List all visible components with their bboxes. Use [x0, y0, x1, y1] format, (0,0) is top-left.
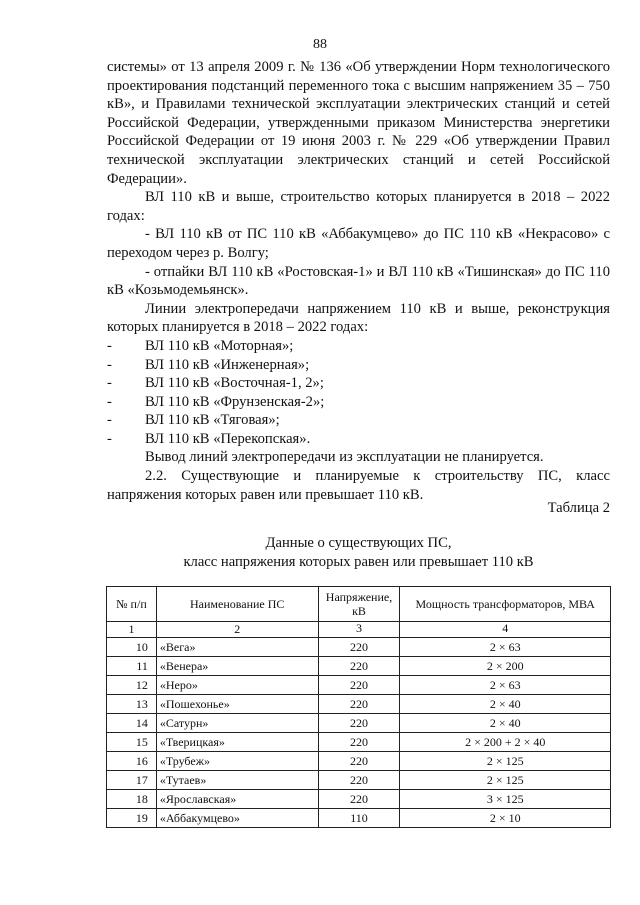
- paragraph-reconstruction: Линии электропередачи напряжением 110 кВ и выше, реконструкция которых планируется в 2018 – 2022 годах:: [107, 300, 610, 336]
- bullet-text: ВЛ 110 кВ «Фрунзенская-2»;: [145, 393, 325, 410]
- bullet-dash: -: [107, 375, 112, 392]
- column-number: 2: [156, 622, 318, 638]
- column-number: 1: [107, 622, 157, 638]
- cell-voltage: 220: [318, 714, 400, 733]
- cell-name: «Тверицкая»: [156, 733, 318, 752]
- cell-name: «Сатурн»: [156, 714, 318, 733]
- table-caption-line: класс напряжения которых равен или превышает 110 кВ: [183, 554, 534, 570]
- table-caption-line: Данные о существующих ПС,: [265, 535, 452, 551]
- column-number: 4: [400, 622, 611, 638]
- cell-power: 2 × 63: [400, 638, 611, 657]
- bullet-dash: -: [107, 356, 112, 373]
- body-text: [107, 58, 610, 504]
- cell-voltage: 110: [318, 809, 400, 828]
- bullet-item: [107, 430, 610, 449]
- bullet-dash: -: [107, 337, 112, 354]
- table-row: [107, 809, 611, 828]
- bullet-text: ВЛ 110 кВ «Моторная»;: [145, 337, 294, 354]
- header-name: Наименование ПС: [156, 587, 318, 622]
- cell-name: «Вега»: [156, 638, 318, 657]
- cell-name: «Ярославская»: [156, 790, 318, 809]
- cell-number: 18: [107, 790, 157, 809]
- column-numbers-row: [107, 622, 611, 638]
- cell-power: 2 × 200 + 2 × 40: [400, 733, 611, 752]
- page-number: 88: [313, 37, 327, 52]
- cell-power: 2 × 125: [400, 752, 611, 771]
- cell-number: 13: [107, 695, 157, 714]
- cell-voltage: 220: [318, 733, 400, 752]
- paragraph-new-line-1: - ВЛ 110 кВ от ПС 110 кВ «Аббакумцево» до ПС 110 кВ «Некрасово» с переходом через р. Волгу;: [107, 226, 610, 261]
- table-row: [107, 714, 611, 733]
- bullet-item: [107, 356, 610, 375]
- bullet-dash: -: [107, 430, 112, 447]
- table-row: [107, 638, 611, 657]
- cell-number: 19: [107, 809, 157, 828]
- cell-voltage: 220: [318, 676, 400, 695]
- bullet-item: [107, 393, 610, 412]
- cell-power: 2 × 40: [400, 695, 611, 714]
- table-row: [107, 733, 611, 752]
- cell-name: «Неро»: [156, 676, 318, 695]
- cell-number: 14: [107, 714, 157, 733]
- cell-name: «Аббакумцево»: [156, 809, 318, 828]
- cell-voltage: 220: [318, 657, 400, 676]
- cell-voltage: 220: [318, 695, 400, 714]
- header-power: Мощность трансформаторов, МВА: [400, 587, 611, 622]
- cell-power: 2 × 40: [400, 714, 611, 733]
- table-row: [107, 752, 611, 771]
- cell-name: «Пошехонье»: [156, 695, 318, 714]
- header-number: № п/п: [107, 587, 157, 622]
- cell-power: 2 × 125: [400, 771, 611, 790]
- bullet-text: ВЛ 110 кВ «Восточная-1, 2»;: [145, 375, 324, 392]
- cell-power: 2 × 10: [400, 809, 611, 828]
- cell-number: 17: [107, 771, 157, 790]
- substations-table: [106, 586, 611, 828]
- cell-power: 2 × 63: [400, 676, 611, 695]
- table-row: [107, 771, 611, 790]
- table-row: [107, 676, 611, 695]
- header-voltage: Напряжение, кВ: [318, 587, 400, 622]
- bullet-text: ВЛ 110 кВ «Инженерная»;: [145, 356, 310, 373]
- paragraph-new-lines: ВЛ 110 кВ и выше, строительство которых планируется в 2018 – 2022 годах:: [107, 189, 610, 224]
- bullet-item: [107, 337, 610, 356]
- paragraph-new-line-2: - отпайки ВЛ 110 кВ «Ростовская-1» и ВЛ 110 кВ «Тишинская» до ПС 110 кВ «Козьмодемьянск».: [107, 263, 610, 299]
- bullet-item: [107, 374, 610, 393]
- cell-power: 3 × 125: [400, 790, 611, 809]
- cell-number: 12: [107, 676, 157, 695]
- paragraph-intro: системы» от 13 апреля 2009 г. № 136 «Об утверждении Норм технологического проектирования подстанций переменного тока с высшим напряжением 35 – 750 кВ», и Правилами технической эксплуатации электрических станций и сетей Российской Федерации, утвержденными приказом Министерства энергетики Российской Федерации от 19 июня 2003 г. № 229 «Об утверждении Правил технической эксплуатации электрических станций и сетей Российской Федерации».: [107, 59, 610, 187]
- table-label: Таблица 2: [547, 500, 610, 516]
- table-row: [107, 695, 611, 714]
- cell-voltage: 220: [318, 752, 400, 771]
- column-number: 3: [318, 622, 400, 638]
- table-row: [107, 790, 611, 809]
- paragraph-section-2-2: 2.2. Существующие и планируемые к строительству ПС, класс напряжения которых равен или превышает 110 кВ.: [107, 468, 610, 503]
- table-caption: [107, 534, 610, 572]
- cell-name: «Венера»: [156, 657, 318, 676]
- cell-number: 16: [107, 752, 157, 771]
- cell-power: 2 × 200: [400, 657, 611, 676]
- bullet-item: [107, 411, 610, 430]
- cell-name: «Тутаев»: [156, 771, 318, 790]
- table-row: [107, 657, 611, 676]
- paragraph-decommission: Вывод линий электропередачи из эксплуатации не планируется.: [145, 449, 544, 466]
- cell-voltage: 220: [318, 638, 400, 657]
- cell-number: 15: [107, 733, 157, 752]
- bullet-text: ВЛ 110 кВ «Перекопская».: [145, 430, 311, 447]
- cell-voltage: 220: [318, 771, 400, 790]
- cell-voltage: 220: [318, 790, 400, 809]
- cell-name: «Трубеж»: [156, 752, 318, 771]
- bullet-dash: -: [107, 393, 112, 410]
- cell-number: 11: [107, 657, 157, 676]
- bullet-dash: -: [107, 412, 112, 429]
- cell-number: 10: [107, 638, 157, 657]
- table-header-row: [107, 587, 611, 622]
- bullet-text: ВЛ 110 кВ «Тяговая»;: [145, 412, 280, 429]
